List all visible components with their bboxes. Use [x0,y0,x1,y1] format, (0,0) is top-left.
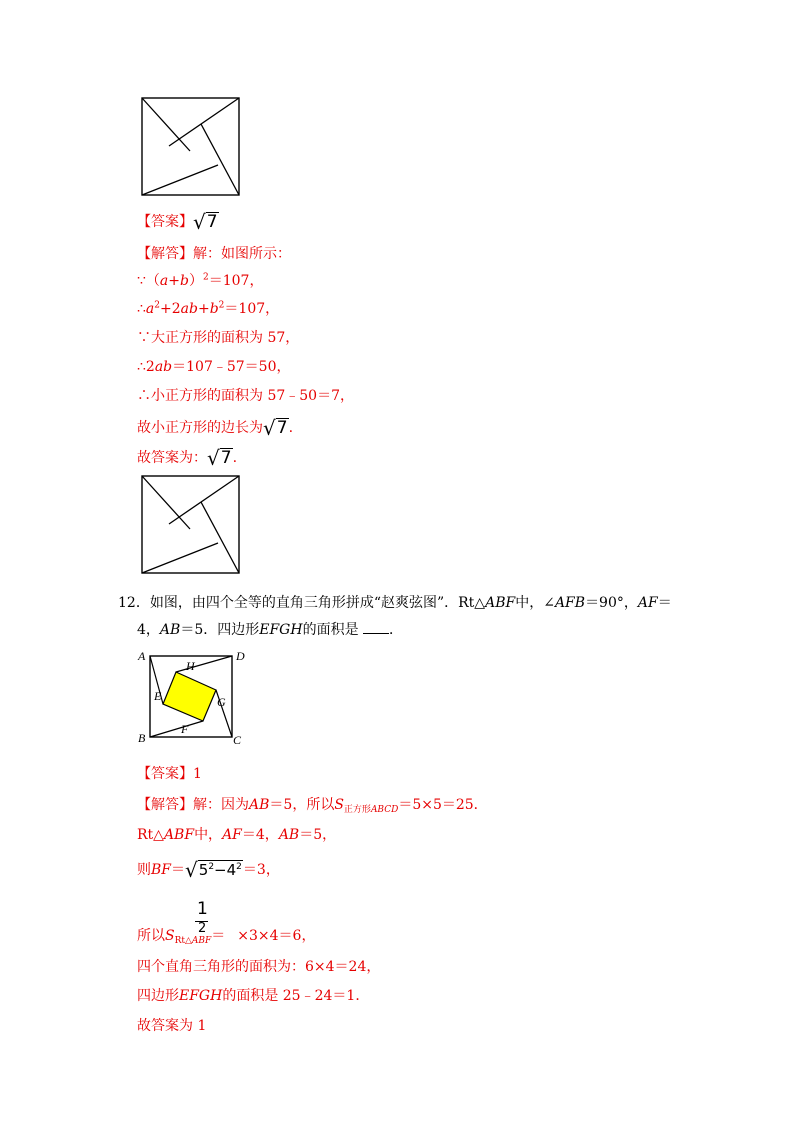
label-f: F [181,722,189,736]
solution-2-line-5: 四边形EFGH的面积是 25﹣24＝1． [137,988,370,1004]
answer-2: 【答案】1 [137,766,202,782]
solution-1-line-5: ∴小正方形的面积为 57﹣50＝7， [137,388,354,404]
label-g: G [217,695,226,709]
label-h: H [186,659,195,673]
solution-2-line-3: 所以$S_{Rt\triangle ABF}= \times 3\times 4=6$， [137,928,316,946]
sqrt-expression: √ 7 [263,416,288,440]
solution-1-line-2: $\therefore a^2+2ab+b^2=107$， [137,300,280,317]
solution-1-line-7: 故答案为： √ 7 . [137,446,238,470]
solution-1-intro: 【解答】解：如图所示： [137,246,291,262]
solution-1-line-4: ∴2ab＝107﹣57＝50， [137,359,291,375]
solution-1-line-1: $\because(a+b)^2=107$， [137,272,264,289]
sqrt-expression: √ 7 [193,210,218,234]
solution-1-line-6: 故小正方形的边长为 √ 7 . [137,416,294,440]
label-d: D [236,649,245,663]
answer-1 [137,212,219,232]
sqrt-expression: √ 7 [207,446,232,470]
label-e: E [154,689,162,703]
efgh-quadrilateral [163,672,216,721]
solution-1-line-3: ∵大正方形的面积为 57， [137,330,300,346]
fraction-denominator: 2 [198,921,207,936]
pinwheel-square-figure [138,95,244,199]
question-12-line-1: 12．如图，由四个全等的直角三角形拼成“赵爽弦图”．Rt△ABF中，∠AFB＝90°，AF＝ [118,595,672,611]
solution-2-line-2: 则BF＝ √ $5^2-4^2$ ＝3， [137,858,280,882]
fraction-numerator: 1 [197,899,208,919]
solution-2-line-4: 四个直角三角形的面积为：6×4＝24， [137,959,381,975]
label-c: C [233,733,242,747]
zhao-shuang-diagram [134,644,254,750]
question-12-line-2: 4，AB＝5．四边形EFGH的面积是 ． [137,622,404,638]
label-a: A [138,649,146,663]
pinwheel-square-figure [138,473,244,577]
answer-blank [363,621,389,634]
solution-2-line-1: Rt△ABF中，AF＝4，AB＝5， [137,827,337,843]
sqrt-expression: √ $5^2-4^2$ [185,858,242,882]
solution-2-line-0: 【解答】解：因为AB＝5，所以$S_{正方形ABCD}=5\times 5=25$． [137,797,488,815]
answer-label: 【答案】 [137,214,193,230]
label-b: B [138,731,146,745]
solution-2-line-6: 故答案为 1 [137,1018,207,1034]
